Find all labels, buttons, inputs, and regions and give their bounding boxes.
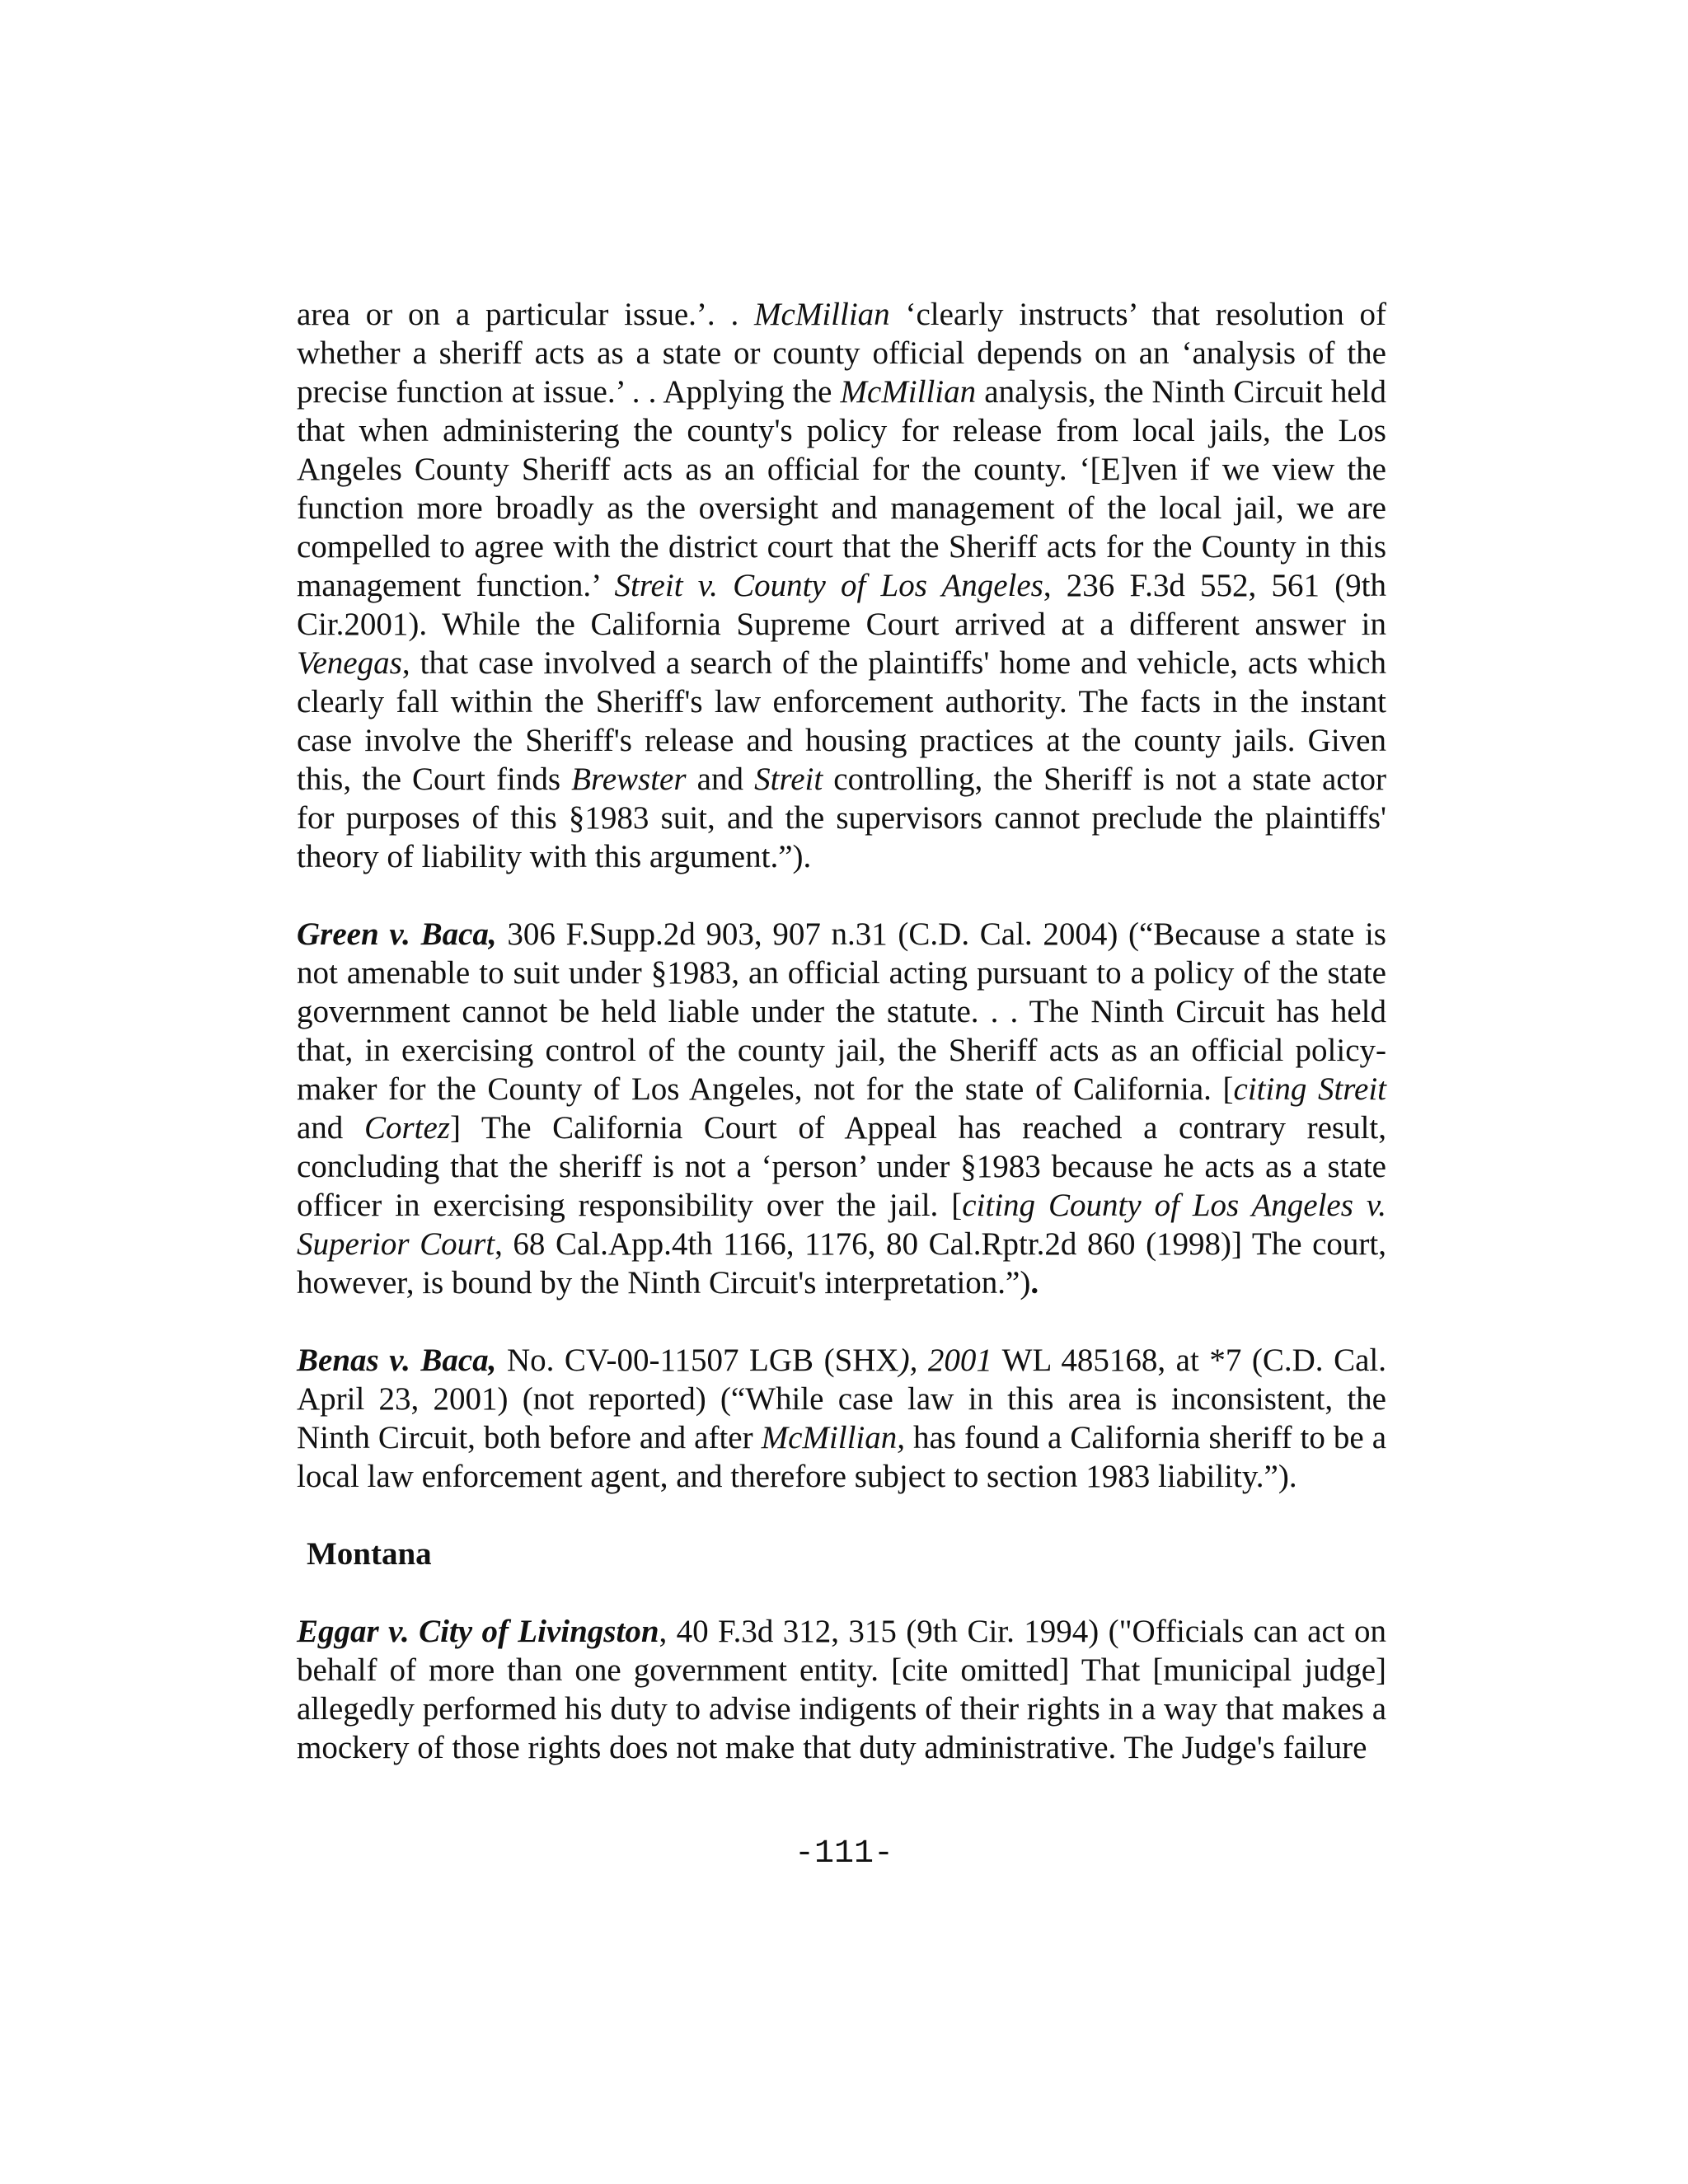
- citation-italic: citing Streit: [1233, 1071, 1386, 1107]
- case-title: Benas v. Baca,: [297, 1343, 497, 1378]
- case-name-italic: Brewster: [571, 762, 687, 797]
- paragraph-california-continuation: area or on a particular issue.’. . McMillian ‘clearly instructs’ that resolution of whether a sheriff acts as a state or county official depends on an ‘analysis of the precise function at issue.’ . . Applying the McMillian analysis, the Ninth Circuit held that when administering the county's policy for release from local jails, the Los Angeles County Sheriff acts as an official for the county. ‘[E]ven if we view the function more broadly as the oversight and management of the local jail, we are compelled to agree with the district court that the Sheriff acts for the County in this management function.’ Streit v. County of Los Angeles, 236 F.3d 552, 561 (9th Cir.2001). While the California Supreme Court arrived at a different answer in Venegas, that case involved a search of the plaintiffs' home and vehicle, acts which clearly fall within the Sheriff's law enforcement authority. The facts in the instant case involve the Sheriff's release and housing practices at the county jails. Given this, the Court finds Brewster and Streit controlling, the Sheriff is not a state actor for purposes of this §1983 suit, and the supervisors cannot preclude the plaintiffs' theory of liability with this argument.”).: [297, 297, 1387, 874]
- paragraph-eggar-v-livingston: Eggar v. City of Livingston, 40 F.3d 312, 315 (9th Cir. 1994) ("Officials can act on behalf of more than one government entity. [cite omitted] That [municipal judge] allegedly performed his duty to advise indigents of their rights in a way that makes a mockery of those rights does not make that duty administrative. The Judge's failure: [297, 1614, 1386, 1765]
- section-heading: Montana: [307, 1536, 432, 1572]
- case-name-italic: Streit: [754, 762, 823, 797]
- page-number: -111-: [794, 1835, 894, 1872]
- case-name-italic: McMillian: [754, 297, 890, 332]
- case-name-italic: McMillian,: [761, 1420, 906, 1455]
- case-title: Green v. Baca,: [297, 916, 497, 952]
- case-name-italic: Venegas: [297, 645, 402, 681]
- body-text: [297, 295, 1386, 1767]
- case-name-italic: Cortez: [363, 1110, 450, 1146]
- paragraph-green-v-baca: Green v. Baca, 306 F.Supp.2d 903, 907 n.31 (C.D. Cal. 2004) (“Because a state is not amenable to suit under §1983, an official acting pursuant to a policy of the state government cannot be held liable under the statute. . . The Ninth Circuit has held that, in exercising control of the county jail, the Sheriff acts as an official policy-maker for the County of Los Angeles, not for the state of California. [citing Streit and Cortez] The California Court of Appeal has reached a contrary result, concluding that the sheriff is not a ‘person’ under §1983 because he acts as a state officer in exercising responsibility over the jail. [citing County of Los Angeles v. Superior Court, 68 Cal.App.4th 1166, 1176, 80 Cal.Rptr.2d 860 (1998)] The court, however, is bound by the Ninth Circuit's interpretation.”).: [297, 916, 1387, 1301]
- paragraph-benas-v-baca: Benas v. Baca, No. CV-00-11507 LGB (SHX), 2001 WL 485168, at *7 (C.D. Cal. April 23, 2001) (not reported) (“While case law in this area is inconsistent, the Ninth Circuit, both before and after McMillian, has found a California sheriff to be a local law enforcement agent, and therefore subject to section 1983 liability.”).: [297, 1343, 1387, 1494]
- case-title: Eggar v. City of Livingston: [297, 1614, 659, 1649]
- case-citation-italic: Streit v. County of Los Angeles: [614, 568, 1043, 603]
- case-name-italic: McMillian: [840, 374, 977, 410]
- citation-italic: citing County of Los Angeles v. Superior Court: [297, 1188, 1387, 1262]
